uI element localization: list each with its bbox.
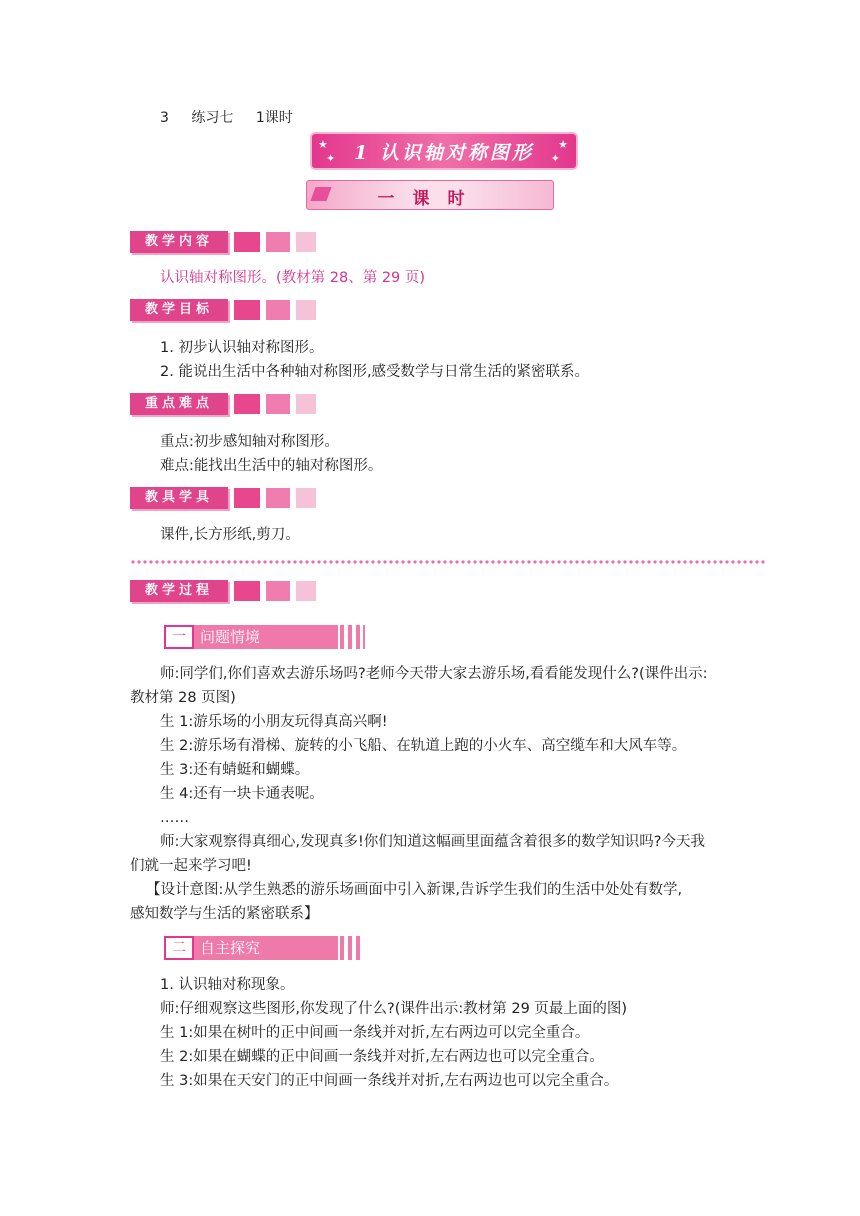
lesson-name: 练习七: [191, 110, 234, 126]
content-text: 认识轴对称图形。(教材第 28、第 29 页): [160, 270, 426, 286]
decoration-square: [234, 581, 260, 601]
decoration-square: [234, 488, 260, 508]
decoration-square: [296, 394, 316, 414]
paragraph-line: 生 2:如果在蝴蝶的正中间画一条线并对折,左右两边也可以完全重合。: [160, 1049, 604, 1065]
star-icon: ★: [318, 138, 328, 151]
section-label: 教学过程: [130, 580, 228, 602]
paragraph-line: 生 3:还有蜻蜓和蝴蝶。: [160, 762, 310, 778]
decoration-stripe: [356, 625, 360, 649]
difficult-point: 难点:能找出生活中的轴对称图形。: [160, 458, 383, 474]
paragraph-line: 教材第 28 页图): [130, 690, 236, 706]
decoration-square: [296, 300, 316, 320]
dotted-divider: [130, 559, 766, 567]
decoration-stripe: [348, 625, 352, 649]
part-title: 自主探究: [194, 936, 338, 960]
title-banner: [312, 134, 576, 168]
design-note: 感知数学与生活的紧密联系】: [130, 906, 319, 922]
goal-item: 2. 能说出生活中各种轴对称图形,感受数学与日常生活的紧密联系。: [160, 364, 590, 380]
part-number: 二: [164, 936, 194, 960]
decoration-stripe: [348, 936, 352, 960]
decoration-stripe: [363, 625, 365, 649]
star-icon: ✦: [550, 152, 560, 165]
paragraph-line: 师:大家观察得真细心,发现真多!你们知道这幅画里面蕴含着很多的数学知识吗?今天我: [160, 834, 705, 850]
decoration-stripe: [340, 625, 344, 649]
section-label: 重点难点: [130, 393, 228, 415]
part-number: 一: [164, 625, 194, 649]
decoration-square: [266, 488, 290, 508]
section-label: 教学内容: [130, 231, 228, 253]
paragraph-line: 生 2:游乐场有滑梯、旋转的小飞船、在轨道上跑的小火车、高空缆车和大风车等。: [160, 738, 687, 754]
decoration-stripe: [356, 936, 360, 960]
paragraph-line: 生 4:还有一块卡通表呢。: [160, 786, 324, 802]
paragraph-line: 生 1:如果在树叶的正中间画一条线并对折,左右两边可以完全重合。: [160, 1025, 590, 1041]
paragraph-line: 生 1:游乐场的小朋友玩得真高兴啊!: [160, 714, 388, 730]
decoration-square: [266, 394, 290, 414]
decoration-stripe: [340, 936, 344, 960]
decoration-square: [296, 581, 316, 601]
paragraph-line: ……: [160, 810, 189, 826]
goal-item: 1. 初步认识轴对称图形。: [160, 340, 324, 356]
decoration-square: [234, 232, 260, 252]
section-label: 教具学具: [130, 487, 228, 509]
star-icon: ★: [558, 138, 568, 151]
part-title: 问题情境: [194, 625, 338, 649]
star-icon: ✦: [326, 152, 336, 165]
paragraph-line: 师:同学们,你们喜欢去游乐场吗?老师今天带大家去游乐场,看看能发现什么?(课件出示:: [160, 666, 708, 682]
subtitle: 一课时: [377, 189, 483, 209]
lesson-header: [160, 108, 311, 128]
design-note: 【设计意图:从学生熟悉的游乐场画面中引入新课,告诉学生我们的生活中处处有数学,: [146, 882, 683, 898]
key-point: 重点:初步感知轴对称图形。: [160, 434, 339, 450]
paragraph-line: 1. 认识轴对称现象。: [160, 977, 295, 993]
lesson-number: 3: [160, 110, 169, 126]
decoration-square: [266, 232, 290, 252]
paragraph-line: 们就一起来学习吧!: [130, 858, 252, 874]
tools-text: 课件,长方形纸,剪刀。: [160, 527, 300, 543]
lesson-hours: 1课时: [255, 110, 293, 126]
decoration-square: [296, 488, 316, 508]
paragraph-line: 生 3:如果在天安门的正中间画一条线并对折,左右两边也可以完全重合。: [160, 1073, 619, 1089]
decoration-square: [296, 232, 316, 252]
paragraph-line: 师:仔细观察这些图形,你发现了什么?(课件出示:教材第 29 页最上面的图): [160, 1001, 628, 1017]
subtitle-pill: [306, 180, 554, 210]
decoration-square: [266, 300, 290, 320]
decoration-square: [234, 300, 260, 320]
decoration-square: [266, 581, 290, 601]
decoration-square: [234, 394, 260, 414]
section-label: 教学目标: [130, 299, 228, 321]
page-title: 1 认识轴对称图形: [354, 142, 534, 164]
